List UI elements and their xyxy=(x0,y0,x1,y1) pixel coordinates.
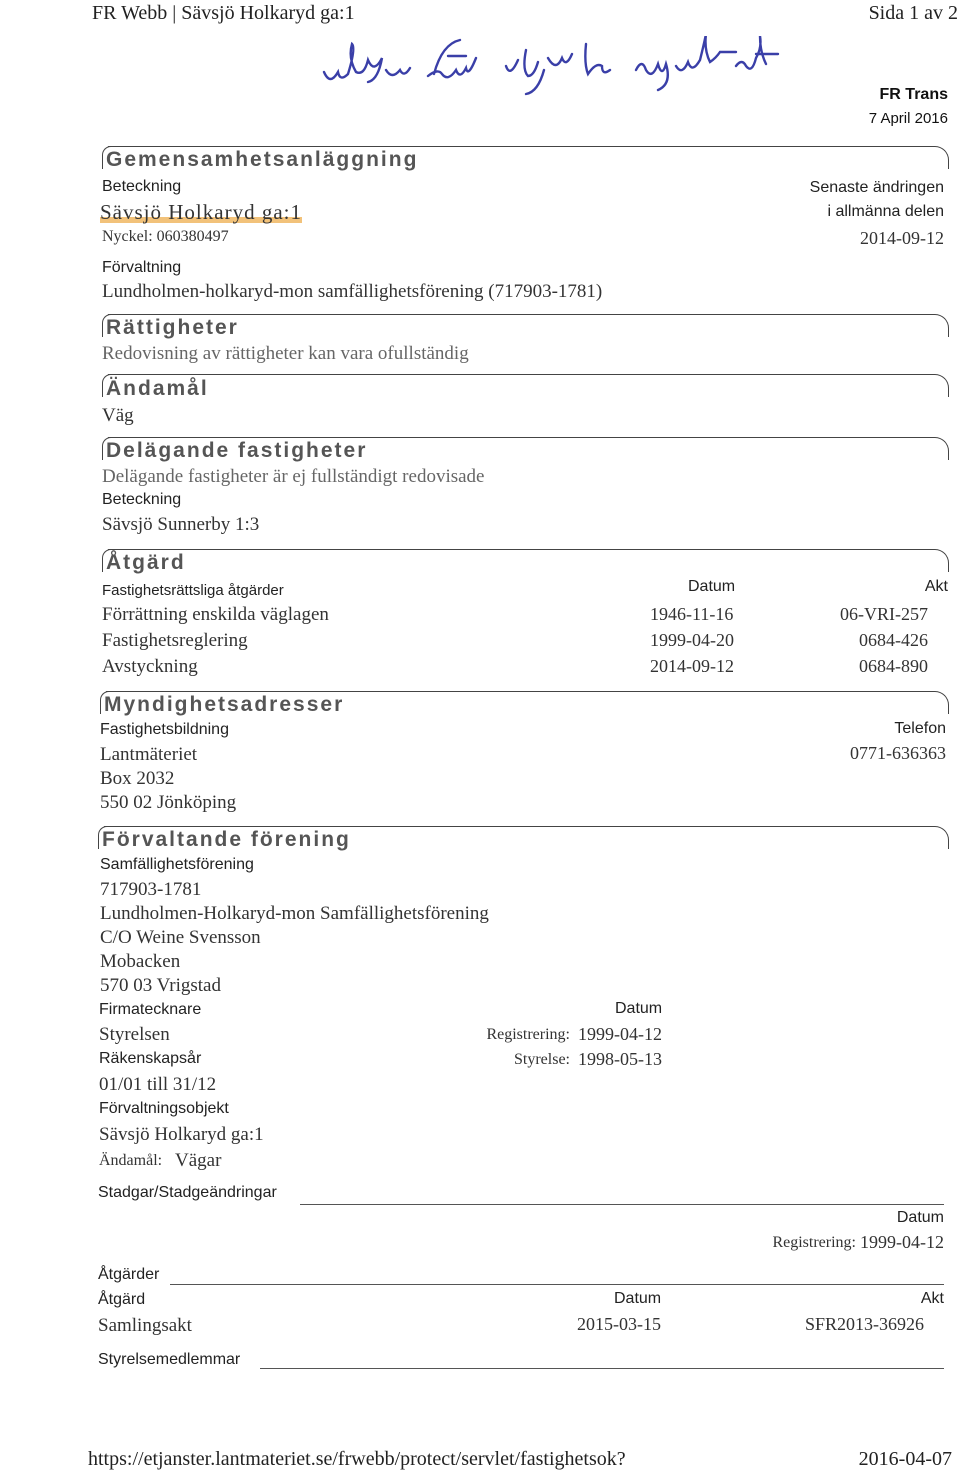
forvaltningsobjekt-value: Sävsjö Holkaryd ga:1 xyxy=(99,1124,264,1145)
section-title-andamal: Ändamål xyxy=(106,377,209,400)
atgard-datum: 1946-11-16 xyxy=(650,604,734,624)
forening-name: Lundholmen-Holkaryd-mon Samfällighetsförening xyxy=(100,903,489,924)
section-frame-cap xyxy=(934,549,949,572)
print-header-title: FR Webb | Sävsjö Holkaryd ga:1 xyxy=(92,2,355,24)
atgard-datum: 1999-04-20 xyxy=(650,630,734,650)
telefon-value: 0771-636363 xyxy=(850,743,946,763)
forening-atgard-datum: 2015-03-15 xyxy=(577,1314,661,1334)
forvaltning-label: Förvaltning xyxy=(102,259,182,276)
forening-orgnr: 717903-1781 xyxy=(100,879,202,900)
delagande-note: Delägande fastigheter är ej fullständigt redovisade xyxy=(102,466,485,487)
stadgar-datum-label: Datum xyxy=(896,1209,944,1226)
section-title-rattigheter: Rättigheter xyxy=(106,316,239,339)
service-date: 7 April 2016 xyxy=(868,110,948,127)
myndighet-label: Fastighetsbildning xyxy=(100,721,229,738)
forening-atgard-label: Åtgärd xyxy=(98,1291,146,1308)
senaste-label-2: i allmänna delen xyxy=(827,203,944,220)
atgard-name: Förrättning enskilda väglagen xyxy=(102,604,329,625)
telefon-label: Telefon xyxy=(894,720,946,737)
forvaltningsobjekt-label: Förvaltningsobjekt xyxy=(99,1100,229,1117)
atgard-col-header-name: Fastighetsrättsliga åtgärder xyxy=(102,582,284,599)
nyckel-value: Nyckel: 060380497 xyxy=(102,228,229,245)
print-header-page: Sida 1 av 2 xyxy=(868,2,958,24)
firmatecknare-value: Styrelsen xyxy=(99,1024,170,1045)
senaste-date: 2014-09-12 xyxy=(860,228,944,248)
service-name: FR Trans xyxy=(879,86,948,103)
atgard-akt: 06-VRI-257 xyxy=(840,604,928,624)
forening-address: Mobacken xyxy=(100,951,181,972)
delagande-beteckning-label: Beteckning xyxy=(102,491,182,508)
section-rule xyxy=(104,826,934,827)
section-title-myndighet: Myndighetsadresser xyxy=(104,693,345,716)
handwritten-note xyxy=(316,36,816,100)
section-rule xyxy=(108,314,934,315)
atgard-col-header-akt: Akt xyxy=(924,578,948,595)
styrelse-label: Styrelse: xyxy=(514,1051,570,1068)
registrering-date: 1999-04-12 xyxy=(578,1024,662,1044)
stadgar-rule xyxy=(300,1204,944,1205)
section-frame-cap xyxy=(934,314,949,337)
section-frame-cap xyxy=(934,826,949,849)
section-rule xyxy=(108,146,934,147)
footer-url: https://etjanster.lantmateriet.se/frwebb/protect/servlet/fastighetsok? xyxy=(88,1448,626,1470)
stadgar-registrering-label: Registrering: xyxy=(772,1234,856,1251)
atgard-akt: 0684-426 xyxy=(859,630,928,650)
forening-atgard-akt-label: Akt xyxy=(920,1290,944,1307)
section-frame-cap xyxy=(934,691,949,714)
styrelsemedlemmar-label: Styrelsemedlemmar xyxy=(98,1351,241,1368)
section-rule xyxy=(106,691,934,692)
footer-date: 2016-04-07 xyxy=(858,1448,952,1470)
senaste-label-1: Senaste ändringen xyxy=(809,179,944,196)
atgard-name: Avstyckning xyxy=(102,656,198,677)
forening-co: C/O Weine Svensson xyxy=(100,927,261,948)
stadgar-registrering-date: 1999-04-12 xyxy=(860,1232,944,1252)
section-rule xyxy=(108,549,934,550)
atgarder-label: Åtgärder xyxy=(98,1266,160,1283)
rakenskapsar-value: 01/01 till 31/12 xyxy=(99,1074,217,1095)
andamal-value: Väg xyxy=(102,405,134,426)
forening-label: Samfällighetsförening xyxy=(100,856,254,873)
myndighet-addr-1: Lantmäteriet xyxy=(100,744,198,765)
myndighet-addr-3: 550 02 Jönköping xyxy=(100,792,237,813)
forening-andamal-value: Vägar xyxy=(175,1150,222,1171)
section-frame-cap xyxy=(934,437,949,460)
section-rule xyxy=(108,374,934,375)
forening-andamal-label: Ändamål: xyxy=(99,1152,163,1169)
beteckning-label: Beteckning xyxy=(102,178,182,195)
firmatecknare-label: Firmatecknare xyxy=(99,1001,202,1018)
rakenskapsar-label: Räkenskapsår xyxy=(99,1050,202,1067)
delagande-beteckning-value: Sävsjö Sunnerby 1:3 xyxy=(102,514,260,535)
beteckning-value: Sävsjö Holkaryd ga:1 xyxy=(100,200,302,224)
rattigheter-note: Redovisning av rättigheter kan vara ofullständig xyxy=(102,343,469,364)
atgard-name: Fastighetsreglering xyxy=(102,630,248,651)
atgard-col-header-datum: Datum xyxy=(688,578,736,595)
forening-city: 570 03 Vrigstad xyxy=(100,975,221,996)
registrering-label: Registrering: xyxy=(486,1026,570,1043)
forvaltning-value: Lundholmen-holkaryd-mon samfällighetsförening (717903-1781) xyxy=(102,281,603,302)
styrelsemedlemmar-rule xyxy=(260,1368,944,1369)
atgarder-rule xyxy=(170,1284,944,1285)
forening-atgard-name: Samlingsakt xyxy=(98,1315,192,1336)
forening-atgard-akt: SFR2013-36926 xyxy=(804,1314,924,1334)
myndighet-addr-2: Box 2032 xyxy=(100,768,175,789)
atgard-datum: 2014-09-12 xyxy=(650,656,734,676)
section-title-gemensamhetsanlaggning: Gemensamhetsanläggning xyxy=(106,148,419,171)
section-title-atgard: Åtgärd xyxy=(106,551,186,574)
section-rule xyxy=(108,437,934,438)
forening-atgard-datum-label: Datum xyxy=(614,1290,662,1307)
firmatecknare-datum-label: Datum xyxy=(615,1000,663,1017)
stadgar-label: Stadgar/Stadgeändringar xyxy=(98,1184,277,1201)
atgard-akt: 0684-890 xyxy=(859,656,928,676)
styrelse-date: 1998-05-13 xyxy=(578,1049,662,1069)
section-title-forening: Förvaltande förening xyxy=(102,828,351,851)
section-frame-cap xyxy=(934,374,949,397)
section-title-delagande: Delägande fastigheter xyxy=(106,439,368,462)
handwriting-scribble xyxy=(316,36,816,100)
section-frame-cap xyxy=(934,146,949,169)
